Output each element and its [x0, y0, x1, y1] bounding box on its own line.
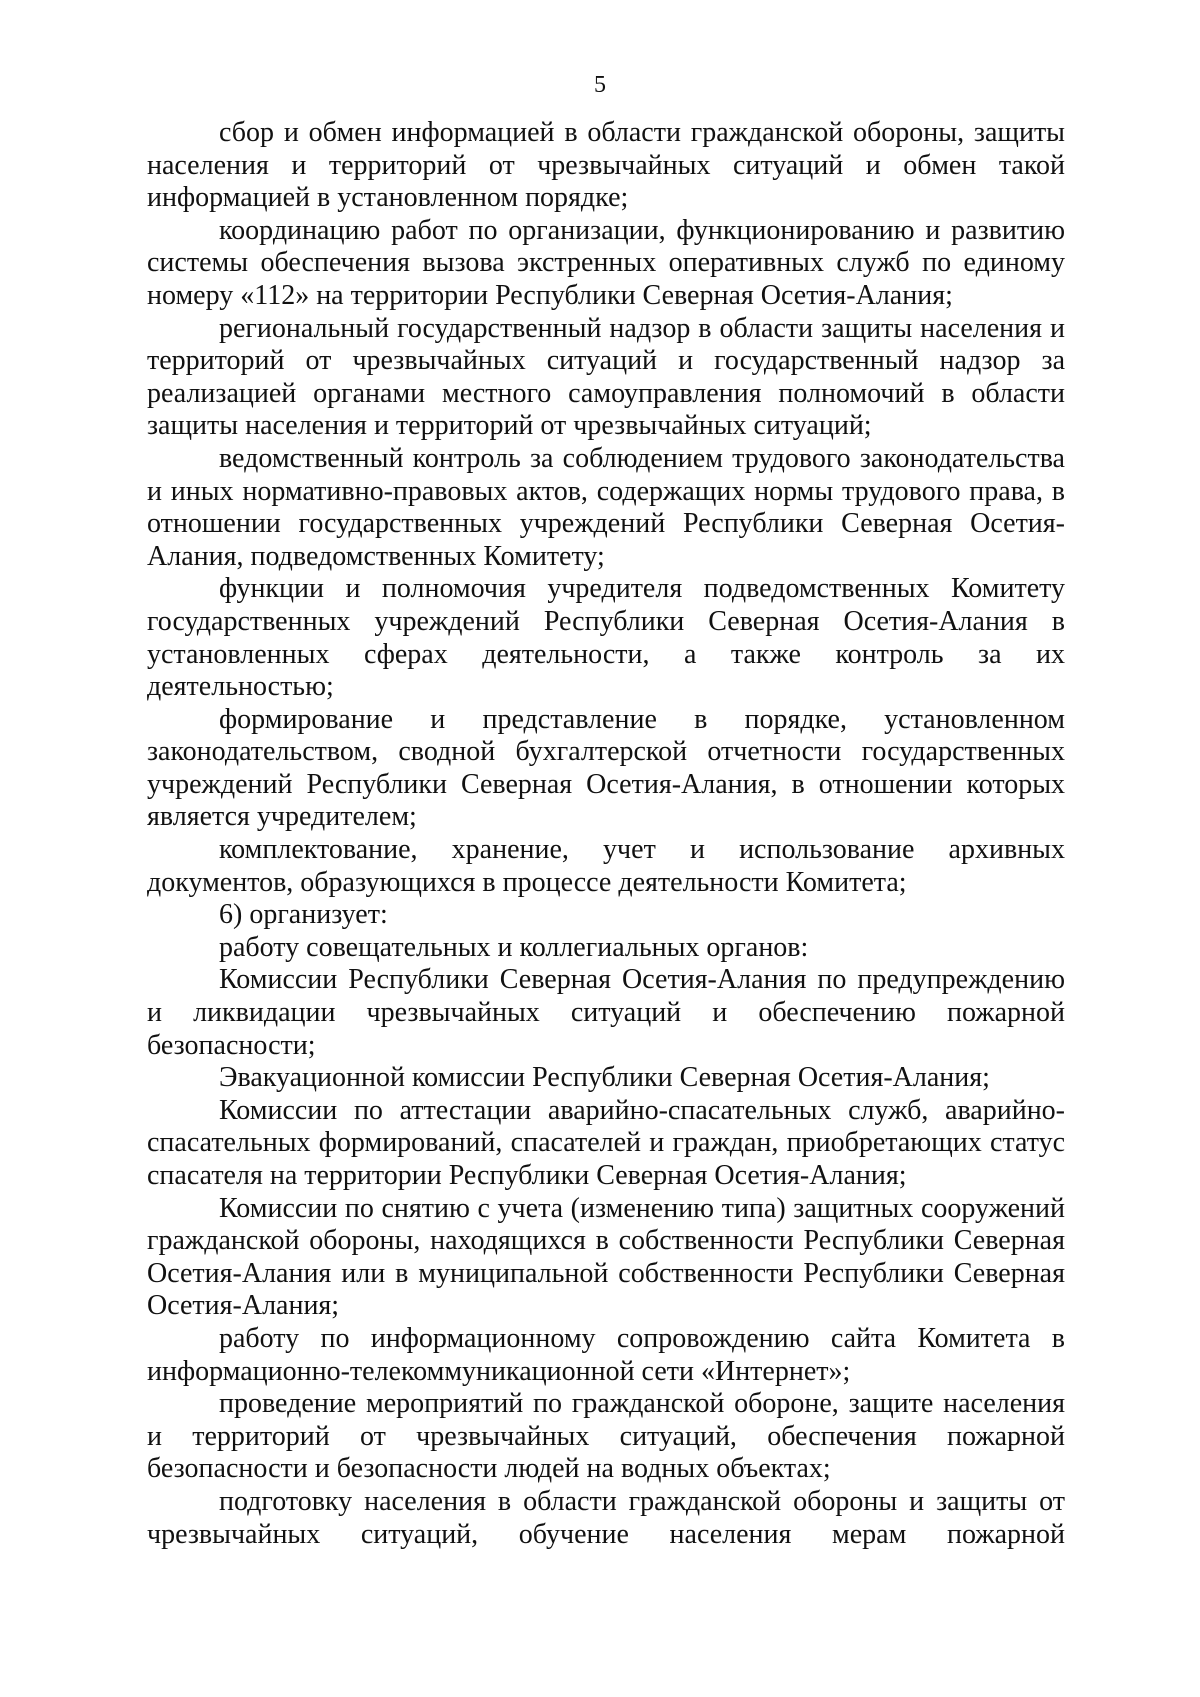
paragraph-15: проведение мероприятий по гражданской обороне, защите населения и территорий от чрезвычайных ситуаций, обеспечения пожарной безопасности и безопасности людей на водных объектах; [147, 1388, 1065, 1485]
paragraph-12: Комиссии по аттестации аварийно-спасательных служб, аварийно-спасательных формирований, спасателей и граждан, приобретающих статус спасателя на территории Республики Северная Осетия-Алания; [147, 1094, 1065, 1191]
paragraph-3: региональный государственный надзор в области защиты населения и территорий от чрезвычайных ситуаций и государственный надзор за реализацией органами местного самоуправления полномочий в области защиты населения и территорий от чрезвычайных ситуаций; [147, 312, 1065, 442]
paragraph-10: Комиссии Республики Северная Осетия-Алания по предупреждению и ликвидации чрезвычайных ситуаций и обеспечению пожарной безопасности; [147, 964, 1065, 1061]
paragraph-13: Комиссии по снятию с учета (изменению типа) защитных сооружений гражданской обороны, находящихся в собственности Республики Северная Осетия-Алания или в муниципальной собственности Республики Северная Осетия-Алания; [147, 1192, 1065, 1322]
paragraph-11: Эвакуационной комиссии Республики Северная Осетия-Алания; [219, 1062, 990, 1094]
paragraph-8: 6) организует: [219, 899, 388, 931]
paragraph-14: работу по информационному сопровождению сайта Комитета в информационно-телекоммуникационной сети «Интернет»; [147, 1322, 1065, 1387]
paragraph-6: формирование и представление в порядке, установленном законодательством, сводной бухгалтерской отчетности государственных учреждений Республики Северная Осетия-Алания, в отношении которых является учредителем; [147, 703, 1065, 833]
document-body [147, 117, 1065, 1551]
paragraph-1: сбор и обмен информацией в области гражданской обороны, защиты населения и территорий от чрезвычайных ситуаций и обмен такой информацией в установленном порядке; [147, 117, 1065, 214]
paragraph-9: работу совещательных и коллегиальных органов: [219, 931, 809, 963]
page-number: 5 [594, 72, 606, 98]
paragraph-5: функции и полномочия учредителя подведомственных Комитету государственных учреждений Республики Северная Осетия-Алания в установленных сферах деятельности, а также контроль за их деятельностью; [147, 573, 1065, 703]
paragraph-2: координацию работ по организации, функционированию и развитию системы обеспечения вызова экстренных оперативных служб по единому номеру «112» на территории Республики Северная Осетия-Алания; [147, 214, 1065, 311]
paragraph-7: комплектование, хранение, учет и использование архивных документов, образующихся в процессе деятельности Комитета; [147, 834, 1065, 898]
paragraph-4: ведомственный контроль за соблюдением трудового законодательства и иных нормативно-правовых актов, содержащих нормы трудового права, в отношении государственных учреждений Республики Северная Осетия-Алания, подведомственных Комитету; [147, 442, 1065, 572]
paragraph-16: подготовку населения в области гражданской обороны и защиты от чрезвычайных ситуаций, обучение населения мерам пожарной [147, 1485, 1065, 1550]
